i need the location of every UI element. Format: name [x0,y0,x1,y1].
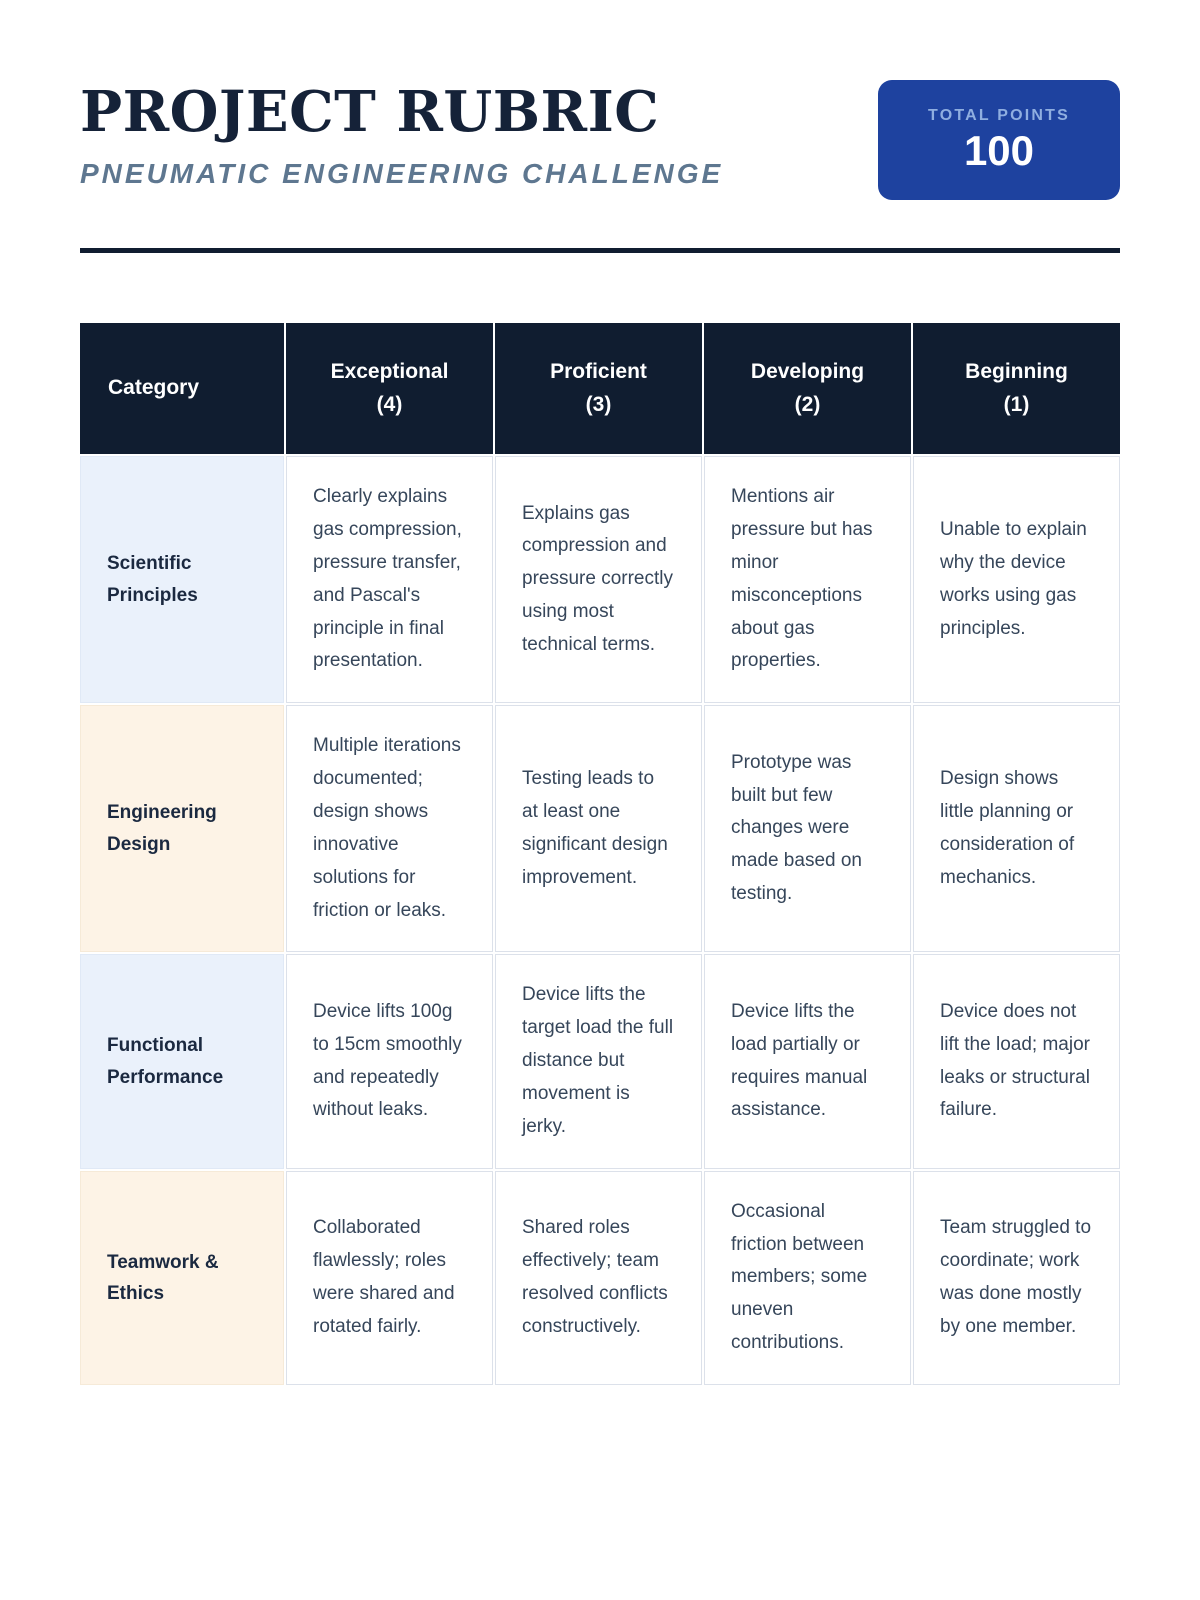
page-title: PROJECT RUBRIC [80,79,660,145]
category-cell: Scientific Principles [80,456,284,703]
category-cell: Teamwork & Ethics [80,1171,284,1385]
rubric-cell-developing: Device lifts the load partially or requires manual assistance. [704,954,911,1168]
category-cell: Functional Performance [80,954,284,1168]
rubric-cell-exceptional: Device lifts 100g to 15cm smoothly and repeatedly without leaks. [286,954,493,1168]
rubric-cell-proficient: Testing leads to at least one significant design improvement. [495,705,702,952]
column-header-developing [704,323,911,454]
header-divider [80,248,1120,253]
column-header-label: Beginning [965,360,1068,383]
table-row-scientific-principles [80,456,1120,703]
table-row-teamwork-ethics [80,1171,1120,1385]
page-header [80,79,1120,200]
rubric-cell-exceptional: Collaborated flawlessly; roles were shared and rotated fairly. [286,1171,493,1385]
column-header-label: Developing [750,360,865,383]
rubric-cell-exceptional: Multiple iterations documented; design shows innovative solutions for friction or leaks. [286,705,493,952]
column-header-category [80,323,284,454]
rubric-cell-developing: Occasional friction between members; some uneven contributions. [704,1171,911,1385]
total-points-badge [878,80,1120,200]
column-header-proficient [495,323,702,454]
rubric-cell-exceptional: Clearly explains gas compression, pressure transfer, and Pascal's principle in final presentation. [286,456,493,703]
rubric-table [78,321,1122,1387]
rubric-cell-developing: Prototype was built but few changes were made based on testing. [704,705,911,952]
rubric-table-body [80,456,1120,1385]
title-block [80,79,724,190]
rubric-cell-beginning: Design shows little planning or consideration of mechanics. [913,705,1120,952]
column-header-beginning [913,323,1120,454]
rubric-cell-proficient: Shared roles effectively; team resolved conflicts constructively. [495,1171,702,1385]
column-header-points: (3) [585,392,612,416]
page-subtitle: PNEUMATIC ENGINEERING CHALLENGE [80,158,724,189]
category-cell: Engineering Design [80,705,284,952]
column-header-label: Category [108,376,200,400]
rubric-cell-beginning: Unable to explain why the device works using gas principles. [913,456,1120,703]
column-header-label: Proficient [550,360,647,383]
header-row [80,323,1120,454]
table-row-engineering-design [80,705,1120,952]
column-header-points: (4) [376,392,403,416]
table-row-functional-performance [80,954,1120,1168]
column-header-points: (2) [794,392,821,416]
column-header-label: Exceptional [330,360,449,383]
rubric-table-header [80,323,1120,454]
column-header-points: (1) [1003,392,1030,416]
column-header-exceptional [286,323,493,454]
rubric-cell-developing: Mentions air pressure but has minor misconceptions about gas properties. [704,456,911,703]
rubric-cell-proficient: Device lifts the target load the full distance but movement is jerky. [495,954,702,1168]
rubric-cell-beginning: Device does not lift the load; major leaks or structural failure. [913,954,1120,1168]
rubric-cell-proficient: Explains gas compression and pressure correctly using most technical terms. [495,456,702,703]
total-points-label: TOTAL POINTS [928,106,1070,124]
total-points-value: 100 [963,126,1035,174]
rubric-cell-beginning: Team struggled to coordinate; work was done mostly by one member. [913,1171,1120,1385]
